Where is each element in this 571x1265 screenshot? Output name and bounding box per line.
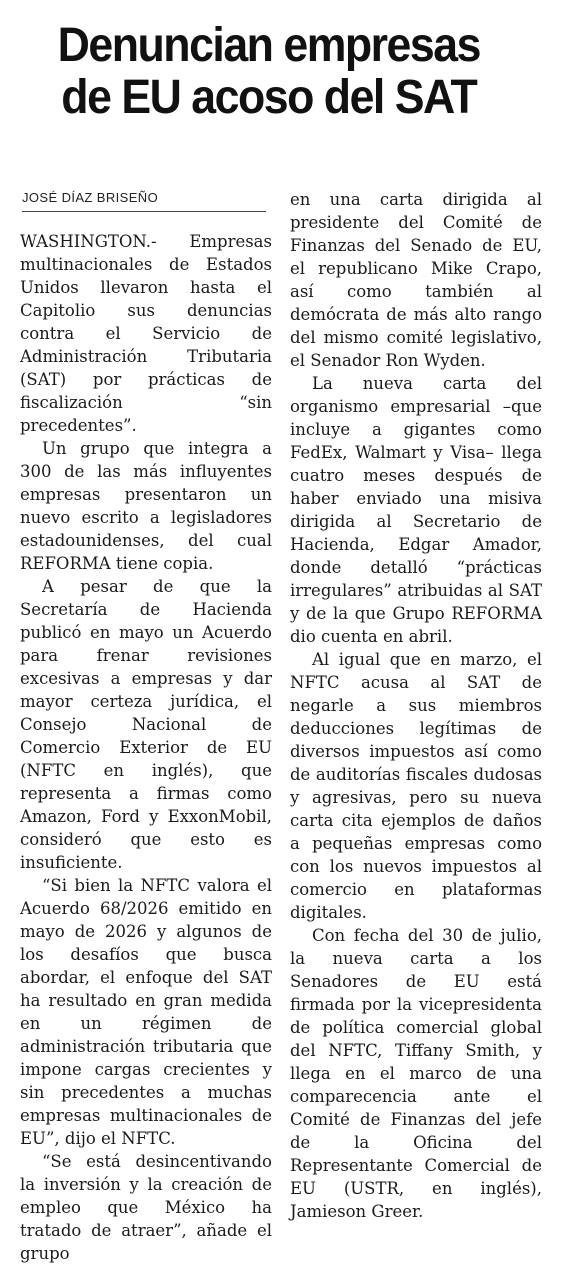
article-column-right <box>290 188 542 1223</box>
paragraph-quote: “Se está desincentivando la inversión y la creación de empleo que México ha tratado de atraer”, añade el grupo <box>20 1152 272 1263</box>
paragraph-dateline: WASHINGTON.- Empresas multinacionales de Estados Unidos llevaron hasta el Capitolio sus denuncias contra el Servicio de Administración Tributaria (SAT) por prácticas de fiscalización “sin precedentes”. <box>20 232 272 435</box>
paragraph: Al igual que en marzo, el NFTC acusa al SAT de negarle a sus miembros deducciones legítimas de diversos impuestos así como de auditorías fiscales dudosas y agresivas, pero su nueva carta cita ejemplos de daños a pequeñas empresas como con los nuevos impuestos al comercio en plataformas digitales. <box>290 650 542 922</box>
headline-line-1: Denuncian empresas <box>57 19 480 72</box>
headline <box>20 20 518 124</box>
paragraph-continued: en una carta dirigida al presidente del Comité de Finanzas del Senado de EU, el republicano Mike Crapo, así como también al demócrata de más alto rango del mismo comité legislativo, el Senador Ron Wyden. <box>290 190 542 370</box>
paragraph: A pesar de que la Secretaría de Hacienda publicó en mayo un Acuerdo para frenar revisiones excesivas a empresas y dar mayor certeza jurídica, el Consejo Nacional de Comercio Exterior de EU (NFTC en inglés), que representa a firmas como Amazon, Ford y ExxonMobil, consideró que esto es insuficiente. <box>20 577 272 872</box>
headline-line-2: de EU acoso del SAT <box>61 71 477 124</box>
byline: JOSÉ DÍAZ BRISEÑO <box>22 190 266 212</box>
paragraph: Un grupo que integra a 300 de las más influyentes empresas presentaron un nuevo escrito a legisladores estadounidenses, del cual REFORMA tiene copia. <box>20 439 272 573</box>
paragraph: La nueva carta del organismo empresarial –que incluye a gigantes como FedEx, Walmart y Visa– llega cuatro meses después de haber enviado una misiva dirigida al Secretario de Hacienda, Edgar Amador, donde detalló “prácticas irregulares” atribuidas al SAT y de la que Grupo REFORMA dio cuenta en abril. <box>290 374 542 646</box>
article-column-left <box>20 230 272 1265</box>
paragraph: Con fecha del 30 de julio, la nueva carta a los Senadores de EU está firmada por la vicepresidenta de política comercial global del NFTC, Tiffany Smith, y llega en el marco de una comparecencia ante el Comité de Finanzas del jefe de la Oficina del Representante Comercial de EU (USTR, en inglés), Jamieson Greer. <box>290 926 542 1221</box>
paragraph-quote: “Si bien la NFTC valora el Acuerdo 68/2026 emitido en mayo de 2026 y algunos de los desafíos que busca abordar, el enfoque del SAT ha resultado en gran medida en un régimen de administración tributaria que impone cargas crecientes y sin precedentes a muchas empresas multinacionales de EU”, dijo el NFTC. <box>20 876 272 1148</box>
